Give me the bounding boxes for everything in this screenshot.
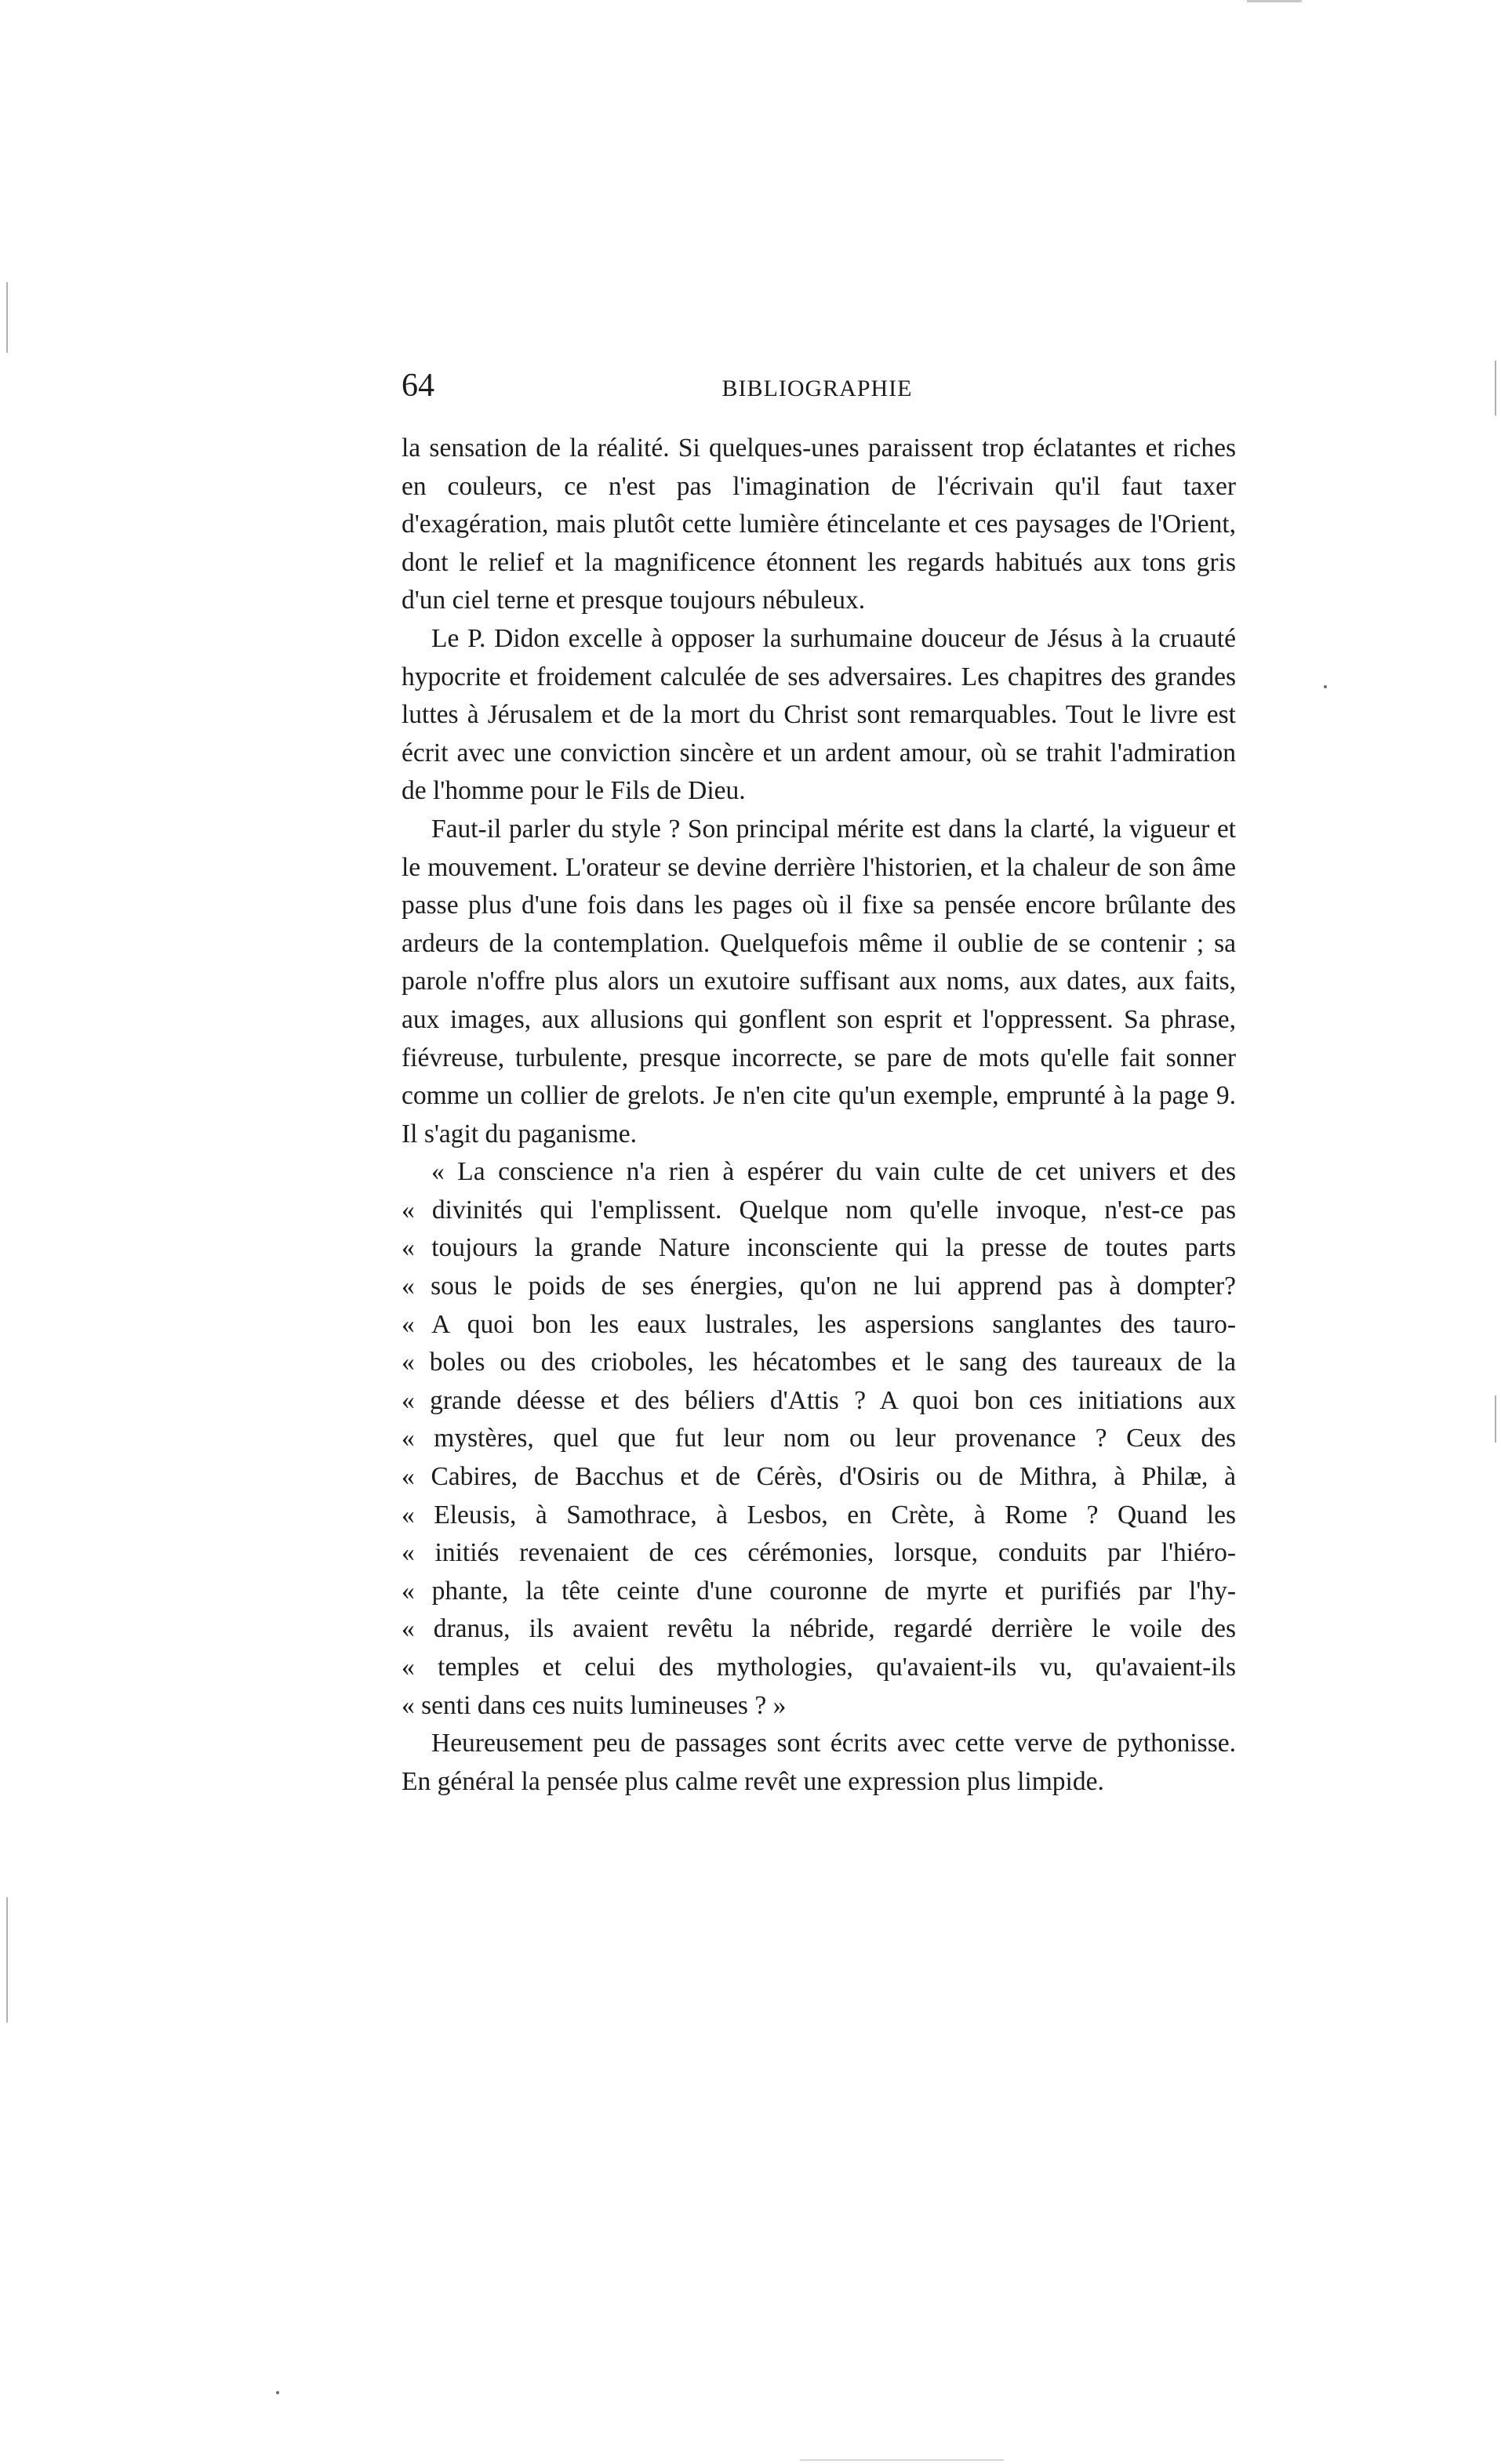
quote-line: « dranus, ils avaient revêtu la nébride, regardé derrière le voile des bbox=[402, 1614, 1236, 1644]
quote-line: « A quoi bon les eaux lustrales, les aspersions sanglantes des tauro- bbox=[402, 1309, 1236, 1339]
quote-line: « divinités qui l'emplissent. Quelque nom qu'elle invoque, n'est-ce pas bbox=[402, 1195, 1236, 1225]
quote-line: « boles ou des crioboles, les hécatombes et le sang des taureaux de la bbox=[402, 1348, 1236, 1377]
scan-mark-left bbox=[6, 1897, 8, 2023]
scan-mark-right bbox=[1495, 361, 1496, 416]
quote-line: « phante, la tête ceinte d'une couronne de myrte et purifiés par l'hy- bbox=[402, 1576, 1236, 1606]
quote-line: « grande déesse et des béliers d'Attis ? A quoi bon ces initiations aux bbox=[402, 1385, 1236, 1415]
quote-line: « Cabires, de Bacchus et de Cérès, d'Osiris ou de Mithra, à Philæ, à bbox=[402, 1462, 1236, 1492]
speck bbox=[276, 2391, 279, 2394]
page-number: 64 bbox=[402, 368, 434, 404]
body-text bbox=[402, 430, 1236, 1801]
paragraph: Faut-il parler du style ? Son principal mérite est dans la clarté, la vigueur et le mouvement. L'orateur se devine derrière l'historien, et la chaleur de son âme passe plus d'une fois dans les pages où il fixe sa pensée encore brûlante des ardeurs de la contemplation. Quelquefois même il oublie de se contenir ; sa parole n'offre plus alors un exutoire suffisant aux noms, aux dates, aux faits, aux images, aux allusions qui gonflent son esprit et l'oppressent. Sa phrase, fiévreuse, turbulente, presque incorrecte, se pare de mots qu'elle fait sonner comme un collier de grelots. Je n'en cite qu'un exemple, emprunté à la page 9. Il s'agit du paganisme. bbox=[402, 814, 1236, 1149]
paragraph: Le P. Didon excelle à opposer la surhumaine douceur de Jésus à la cruauté hypocrite et froidement calculée de ses adversaires. Les chapitres des grandes luttes à Jérusalem et de la mort du Christ sont remarquables. Tout le livre est écrit avec une conviction sincère et un ardent amour, où se trahit l'admiration de l'homme pour le Fils de Dieu. bbox=[402, 623, 1236, 806]
speck bbox=[1324, 685, 1327, 688]
running-title: BIBLIOGRAPHIE bbox=[721, 376, 913, 401]
quote-line: « temples et celui des mythologies, qu'avaient-ils vu, qu'avaient-ils bbox=[402, 1653, 1236, 1682]
paragraph: la sensation de la réalité. Si quelques-unes paraissent trop éclatantes et riches en couleurs, ce n'est pas l'imagination de l'écrivain qu'il faut taxer d'exagération, mais plutôt cette lumière étincelante et ces paysages de l'Orient, dont le relief et la magnificence étonnent les regards habitués aux tons gris d'un ciel terne et presque toujours nébuleux. bbox=[402, 434, 1236, 615]
scan-mark-right bbox=[1495, 1395, 1496, 1442]
quote-line: « toujours la grande Nature inconsciente qui la presse de toutes parts bbox=[402, 1233, 1236, 1263]
scan-mark-left bbox=[6, 282, 8, 353]
quote-line: « senti dans ces nuits lumineuses ? » bbox=[402, 1690, 787, 1720]
quote-line: « La conscience n'a rien à espérer du vain culte de cet univers et des bbox=[431, 1157, 1236, 1187]
scan-edge-bottom bbox=[800, 2459, 1004, 2461]
page-header bbox=[402, 362, 1233, 409]
paragraph: Heureusement peu de passages sont écrits avec cette verve de pythonisse. En général la pensée plus calme revêt une expression plus limpide. bbox=[402, 1729, 1236, 1796]
quote-line: « initiés revenaient de ces cérémonies, lorsque, conduits par l'hiéro- bbox=[402, 1538, 1236, 1568]
quote-line: « sous le poids de ses énergies, qu'on ne lui apprend pas à dompter? bbox=[402, 1272, 1236, 1301]
scan-edge-top bbox=[1247, 0, 1302, 2]
quote-line: « Eleusis, à Samothrace, à Lesbos, en Crète, à Rome ? Quand les bbox=[402, 1500, 1236, 1530]
block-quote bbox=[402, 1153, 1236, 1725]
quote-line: « mystères, quel que fut leur nom ou leur provenance ? Ceux des bbox=[402, 1424, 1236, 1453]
